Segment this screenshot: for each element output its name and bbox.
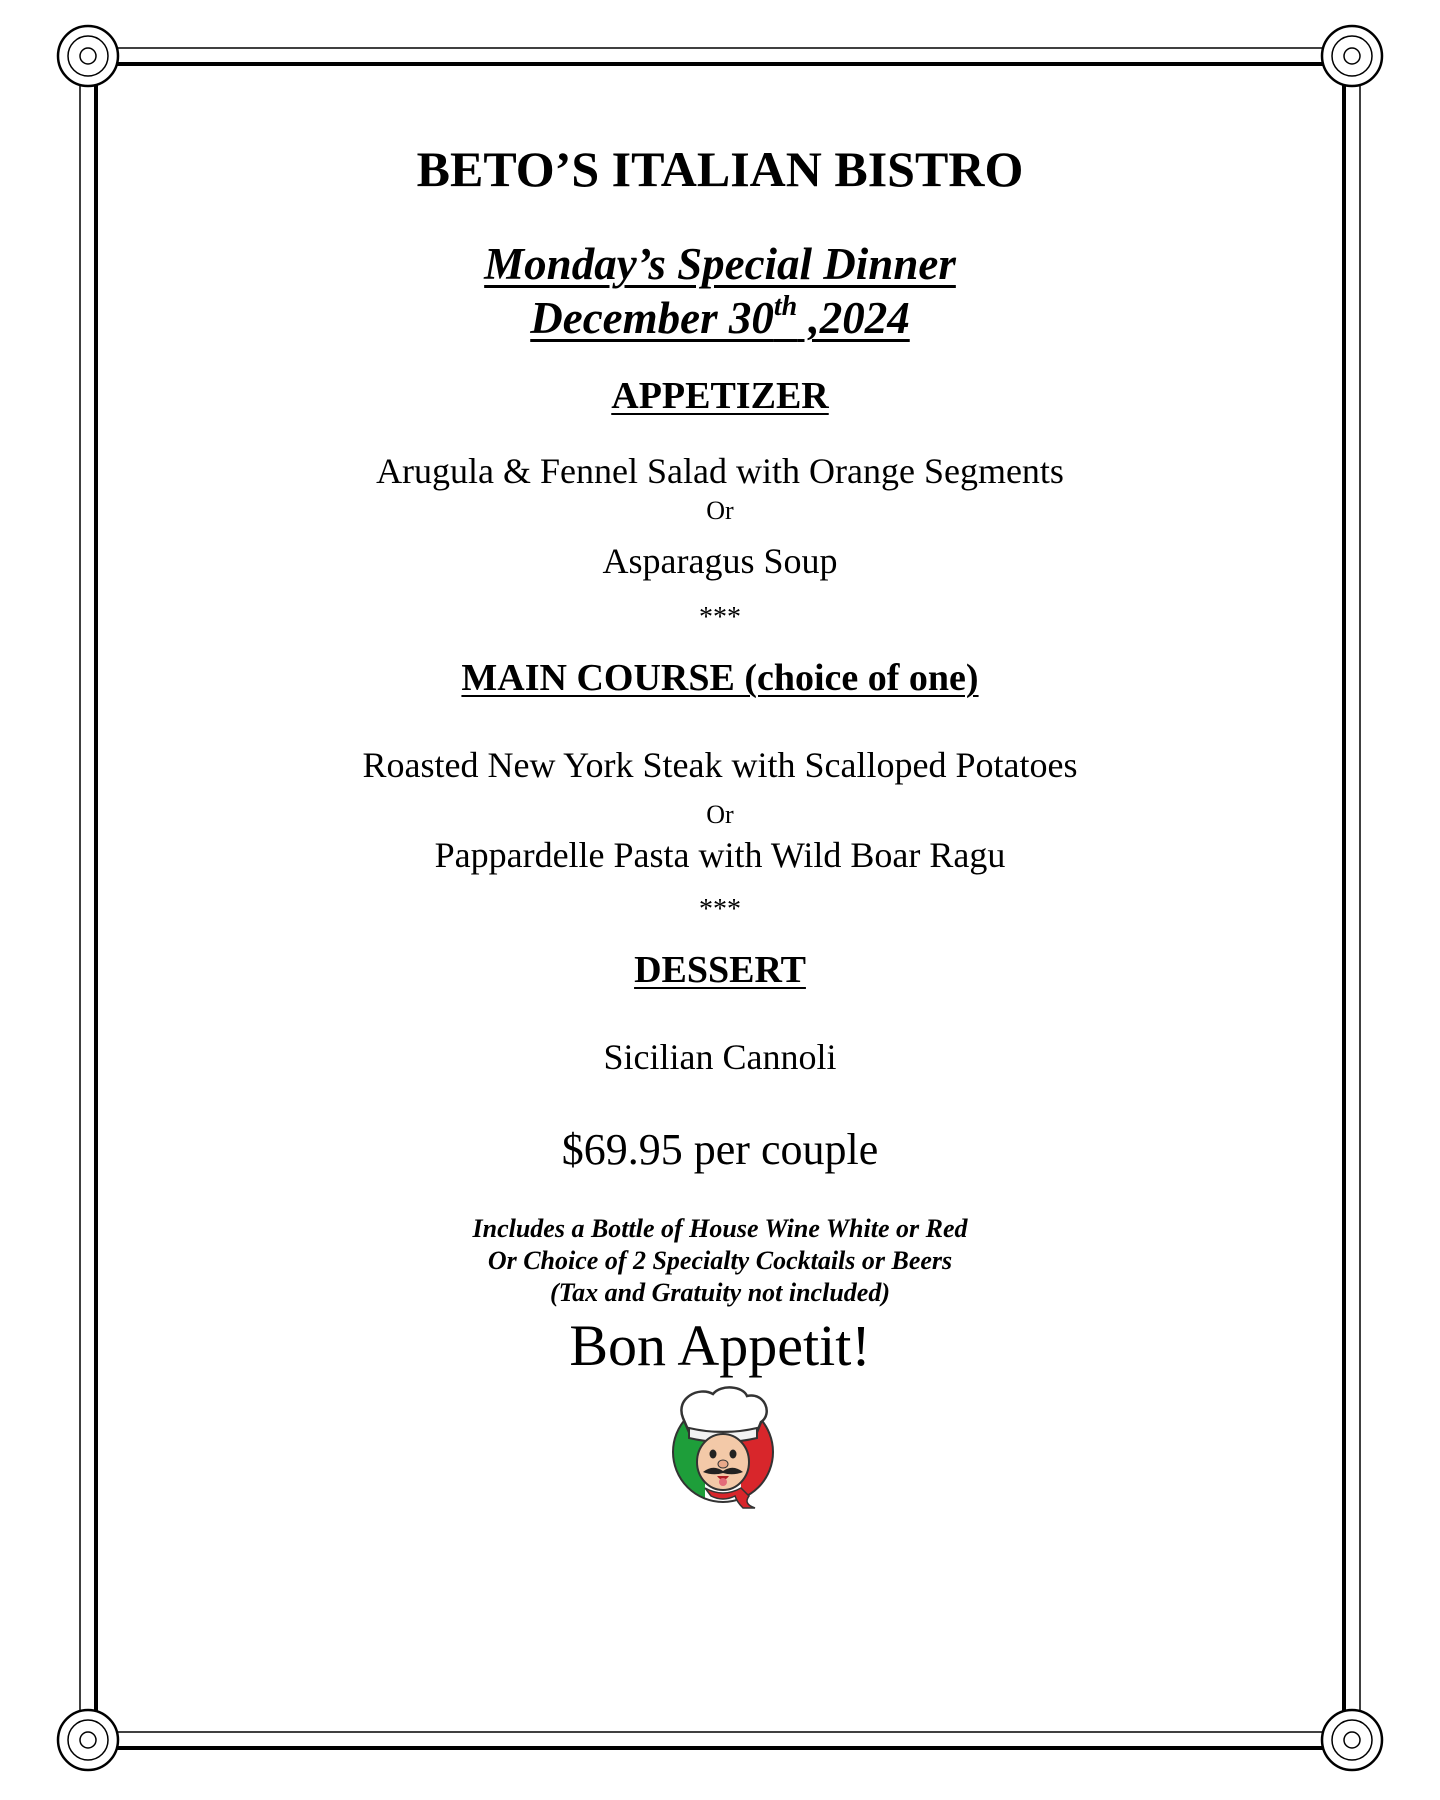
chef-mascot-icon — [665, 1384, 781, 1510]
includes-line-1: Includes a Bottle of House Wine White or Red — [472, 1214, 968, 1243]
date-day: December 30 — [530, 293, 774, 343]
includes-line-2: Or Choice of 2 Specialty Cocktails or Beers — [487, 1246, 953, 1275]
includes-line-3: (Tax and Gratuity not included) — [550, 1278, 890, 1307]
main-option-1: Roasted New York Steak with Scalloped Potatoes — [362, 745, 1078, 785]
dessert-heading: DESSERT — [634, 949, 806, 991]
appetizer-option-2: Asparagus Soup — [602, 541, 838, 581]
appetizer-option-1: Arugula & Fennel Salad with Orange Segments — [376, 451, 1064, 491]
main-option-2: Pappardelle Pasta with Wild Boar Ragu — [434, 835, 1006, 875]
date-year: ,2024 — [797, 293, 910, 343]
special-date — [0, 292, 1440, 344]
separator: *** — [699, 602, 741, 633]
restaurant-name: BETO’S ITALIAN BISTRO — [416, 141, 1024, 197]
date-suffix: th — [773, 291, 798, 322]
price: $69.95 per couple — [561, 1125, 879, 1174]
dessert-option-1: Sicilian Cannoli — [603, 1037, 837, 1077]
separator: *** — [699, 894, 741, 925]
main-course-heading: MAIN COURSE (choice of one) — [461, 657, 979, 699]
closing-greeting: Bon Appetit! — [569, 1313, 871, 1378]
main-or: Or — [706, 800, 734, 829]
appetizer-heading: APPETIZER — [611, 375, 829, 417]
special-title: Monday’s Special Dinner — [484, 239, 956, 289]
appetizer-or: Or — [706, 496, 734, 525]
